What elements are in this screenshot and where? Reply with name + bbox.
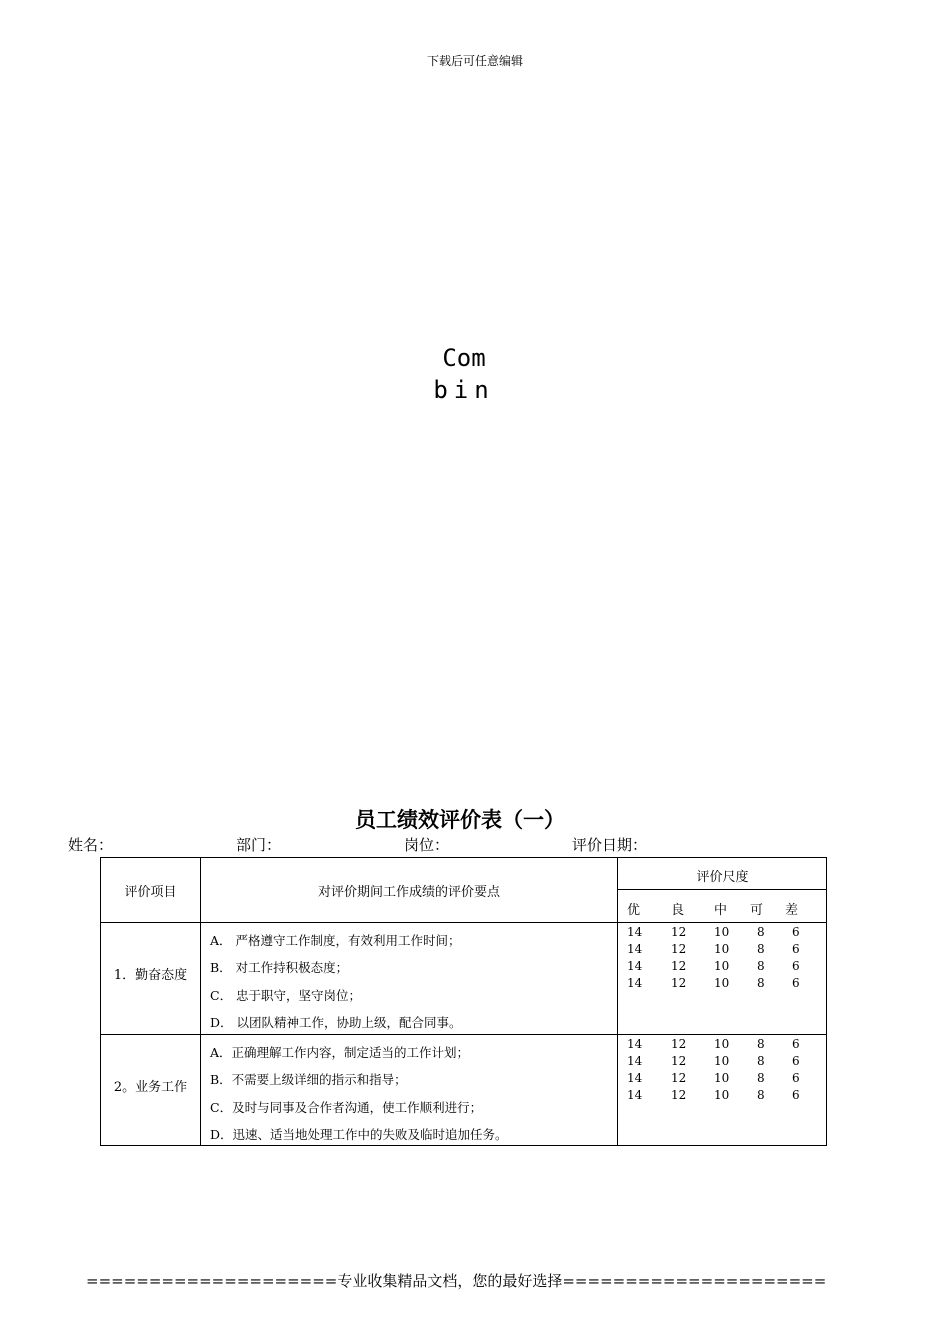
score-value: 10 [714,976,730,990]
score-row [619,925,819,942]
score-row [619,959,819,976]
score-value: 8 [757,942,765,956]
scale-level-good: 良 [671,903,685,918]
score-value: 12 [671,942,687,956]
field-position-label: 岗位： [404,836,450,854]
scale-level-poor: 差 [785,903,799,918]
score-value: 12 [671,1088,687,1102]
score-value: 14 [627,959,643,973]
score-row [619,1037,819,1054]
score-value: 14 [627,1037,643,1051]
row-label: 1．勤奋态度 [113,968,188,983]
score-value: 8 [757,976,765,990]
score-value: 6 [792,942,800,956]
score-value: 14 [627,1088,643,1102]
grid-line [617,858,618,1145]
grid-line [101,922,827,923]
evaluation-point: D． 以团队精神工作，协助上级，配合同事。 [210,1015,462,1030]
score-value: 10 [714,1054,730,1068]
score-value: 12 [671,1037,687,1051]
center-text [0,342,928,406]
score-value: 6 [792,1088,800,1102]
score-value: 12 [671,1071,687,1085]
score-value: 12 [671,959,687,973]
center-text-line1: Com [442,344,486,372]
header-points: 对评价期间工作成绩的评价要点 [317,885,500,900]
score-value: 6 [792,976,800,990]
score-row [619,942,819,959]
header-scale: 评价尺度 [696,870,749,885]
score-value: 12 [671,976,687,990]
score-value: 12 [671,1054,687,1068]
evaluation-point: B． 对工作持积极态度； [210,960,349,975]
header-note: 下载后可任意编辑 [426,54,523,68]
score-value: 6 [792,1037,800,1051]
score-row [619,1088,819,1105]
footer-note: ====================专业收集精品文档，您的最好选择===================== [86,1272,827,1290]
score-value: 10 [714,1037,730,1051]
evaluation-point: A． 严格遵守工作制度，有效利用工作时间； [210,933,461,948]
score-value: 8 [757,1088,765,1102]
score-value: 10 [714,1088,730,1102]
field-date-label: 评价日期： [572,836,648,854]
score-value: 14 [627,942,643,956]
score-value: 10 [714,925,730,939]
header-item: 评价项目 [124,885,177,900]
score-value: 14 [627,1071,643,1085]
score-value: 6 [792,1054,800,1068]
center-text-line2: bin [433,376,495,404]
scale-level-fair: 可 [750,903,764,918]
evaluation-table [100,857,827,1146]
form-title: 员工绩效评价表（一） [355,808,565,832]
score-value: 8 [757,925,765,939]
row-label: 2。业务工作 [113,1080,188,1095]
grid-line [101,1034,827,1035]
score-row [619,1054,819,1071]
score-value: 10 [714,959,730,973]
evaluation-point: D．迅速、适当地处理工作中的失败及临时追加任务。 [210,1127,508,1142]
evaluation-point: C． 忠于职守，坚守岗位； [210,988,362,1003]
score-row [619,976,819,993]
score-value: 6 [792,959,800,973]
score-value: 8 [757,959,765,973]
score-value: 8 [757,1037,765,1051]
score-value: 6 [792,925,800,939]
evaluation-point: B．不需要上级详细的指示和指导； [210,1072,407,1087]
score-row [619,1071,819,1088]
grid-line [200,858,201,1145]
score-value: 8 [757,1054,765,1068]
score-value: 10 [714,942,730,956]
score-value: 14 [627,1054,643,1068]
score-value: 14 [627,925,643,939]
field-name-label: 姓名： [68,836,114,854]
scale-level-average: 中 [714,903,728,918]
scale-level-excellent: 优 [627,903,641,918]
score-value: 10 [714,1071,730,1085]
score-value: 6 [792,1071,800,1085]
grid-line [617,889,827,890]
field-department-label: 部门： [236,836,282,854]
score-value: 12 [671,925,687,939]
score-value: 14 [627,976,643,990]
evaluation-point: C．及时与同事及合作者沟通，使工作顺利进行； [210,1100,483,1115]
score-value: 8 [757,1071,765,1085]
evaluation-point: A．正确理解工作内容，制定适当的工作计划； [210,1045,470,1060]
